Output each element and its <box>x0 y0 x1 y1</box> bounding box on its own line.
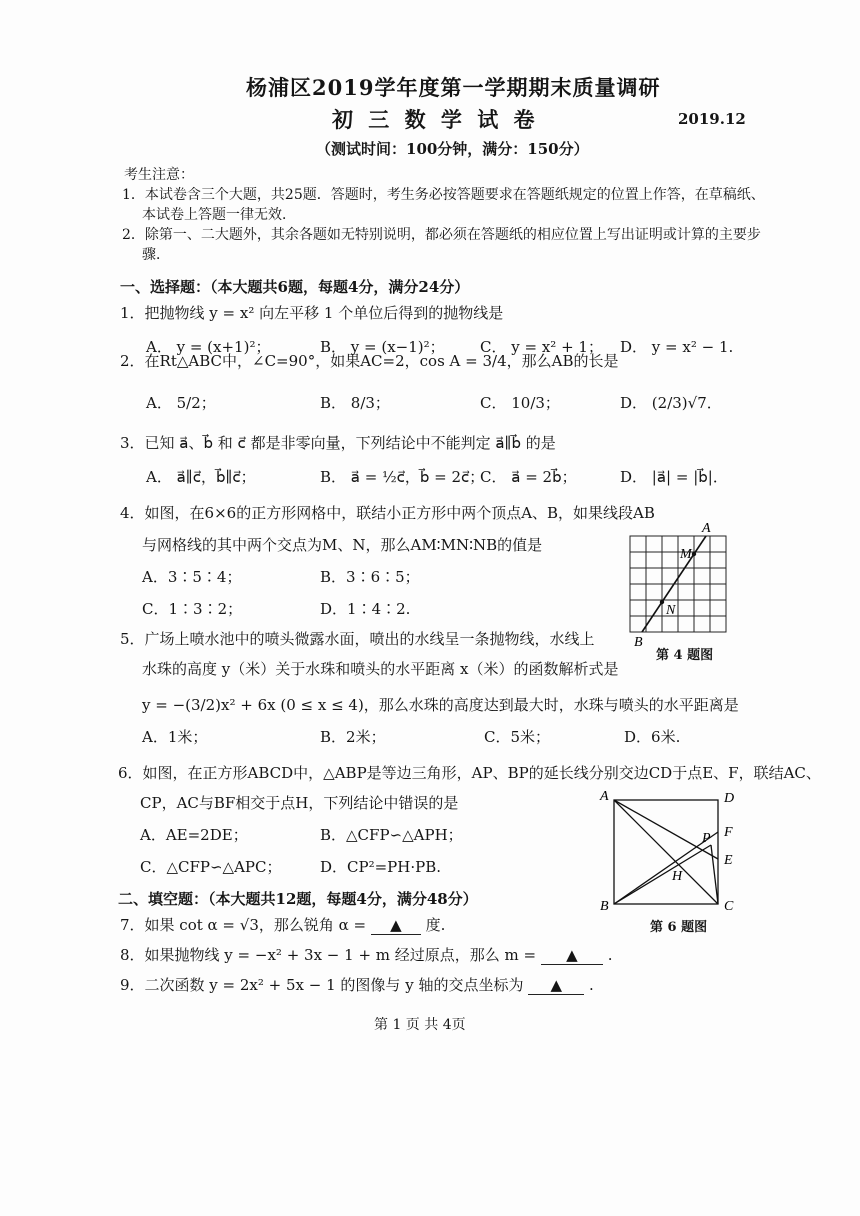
q6-option-a: A．AE=2DE； <box>140 826 248 844</box>
q6-label-c: C <box>724 899 734 914</box>
q6-diagonal-ac <box>614 800 718 904</box>
q8-stem: 8．如果抛物线 y = −x² + 3x − 1 + m 经过原点，那么 m = <box>120 946 537 964</box>
exam-info: （测试时间：100分钟，满分：150分） <box>316 140 589 158</box>
q4-label-n: N <box>666 603 676 618</box>
q6-label-f: F <box>724 825 733 840</box>
q4-stem-cont: 与网格线的其中两个交点为M、N，那么AM∶MN∶NB的值是 <box>142 536 543 554</box>
notice-item-1: 1．本试卷含三个大题，共25题．答题时，考生务必按答题要求在答题纸规定的位置上作答，在草稿纸、 <box>122 187 765 203</box>
q6-label-h: H <box>672 869 683 884</box>
section-2-heading: 二、填空题：（本大题共12题，每题4分，满分48分） <box>118 890 478 908</box>
exam-title: 杨浦区2019学年度第一学期期末质量调研 <box>246 75 661 100</box>
q4-option-b: B．3∶6∶5； <box>320 568 420 586</box>
q6-stem-cont: CP，AC与BF相交于点H，下列结论中错误的是 <box>140 794 459 812</box>
q3-option-a: A． a⃗∥c⃗，b⃗∥c⃗； <box>146 468 256 486</box>
q3-option-b: B． a⃗ = ½c⃗，b⃗ = 2c⃗； <box>320 468 485 486</box>
q4-point-n <box>660 600 664 604</box>
exam-date: 2019.12 <box>678 110 746 128</box>
q1-stem: 1．把抛物线 y = x² 向左平移 1 个单位后得到的抛物线是 <box>120 304 504 322</box>
q5-stem: 5．广场上喷水池中的喷头微露水面，喷出的水线呈一条抛物线，水线上 <box>120 630 595 648</box>
q4-figure-caption: 第 4 题图 <box>656 648 714 663</box>
notice-item-2: 2．除第一、二大题外，其余各题如无特别说明，都必须在答题纸的相应位置上写出证明或计算的主要步 <box>122 227 761 243</box>
q4-label-b: B <box>634 635 643 650</box>
q2-stem: 2．在Rt△ABC中，∠C=90°，如果AC=2，cos A = 3/4，那么AB的长是 <box>120 352 619 370</box>
q7-line <box>120 914 445 935</box>
exam-subtitle: 初 三 数 学 试 卷 <box>332 107 539 132</box>
q6-label-a: A <box>600 789 609 804</box>
q5-stem-cont: 水珠的高度 y（米）关于水珠和喷头的水平距离 x（米）的函数解析式是 <box>142 660 619 678</box>
q9-stem: 9．二次函数 y = 2x² + 5x − 1 的图像与 y 轴的交点坐标为 <box>120 976 524 994</box>
q6-label-p: P <box>702 831 711 846</box>
q1-option-c: C． y = x² + 1； <box>480 338 603 356</box>
q5-option-c: C．5米； <box>484 728 551 746</box>
q4-option-a: A．3∶5∶4； <box>142 568 242 586</box>
q6-option-d: D．CP²=PH·PB. <box>320 858 442 876</box>
q1-option-b: B． y = (x−1)²； <box>320 338 445 356</box>
q5-option-b: B．2米； <box>320 728 386 746</box>
q2-option-c: C． 10/3； <box>480 394 560 412</box>
q6-label-d: D <box>724 791 735 806</box>
q4-label-a: A <box>702 521 711 536</box>
notice-heading: 考生注意： <box>124 167 194 183</box>
q4-stem: 4．如图，在6×6的正方形网格中，联结小正方形中两个顶点A、B，如果线段AB <box>120 504 655 522</box>
q6-line-bp <box>614 845 711 904</box>
q2-option-b: B． 8/3； <box>320 394 390 412</box>
q4-option-d: D．1∶4∶2. <box>320 600 411 618</box>
q1-option-a: A． y = (x+1)²； <box>146 338 271 356</box>
notice-item-1-cont: 本试卷上答题一律无效． <box>142 207 296 223</box>
q6-stem: 6．如图，在正方形ABCD中，△ABP是等边三角形，AP、BP的延长线分别交边CD于点E、F，联结AC、 <box>118 764 821 782</box>
q3-option-c: C． a⃗ = 2b⃗； <box>480 468 577 486</box>
q7-stem: 7．如果 cot α = √3，那么锐角 α = <box>120 916 367 934</box>
q4-label-m: M <box>680 547 692 562</box>
page-number: 第 1 页 共 4页 <box>374 1017 466 1033</box>
q8-line <box>120 944 612 965</box>
q9-end: . <box>589 976 594 994</box>
q4-grid-lines <box>630 536 726 632</box>
q5-option-d: D．6米. <box>624 728 681 746</box>
q9-answer-blank: ▲ <box>528 976 584 995</box>
q6-square-figure <box>596 784 746 914</box>
section-1-heading: 一、选择题：（本大题共6题，每题4分，满分24分） <box>120 278 470 296</box>
q6-label-b: B <box>600 899 609 914</box>
q6-line-cp <box>711 845 718 904</box>
q7-unit: 度. <box>425 916 446 934</box>
q7-answer-blank: ▲ <box>371 916 421 935</box>
q8-end: . <box>607 946 613 964</box>
q3-option-d: D． |a⃗| = |b⃗|． <box>620 468 728 486</box>
q5-option-a: A．1米； <box>142 728 208 746</box>
q6-option-b: B．△CFP∽△APH； <box>320 826 463 844</box>
q9-line <box>120 974 594 995</box>
notice-item-2-cont: 骤． <box>142 247 170 263</box>
q3-stem: 3．已知 a⃗、b⃗ 和 c⃗ 都是非零向量，下列结论中不能判定 a⃗∥b⃗ 的是 <box>120 434 556 452</box>
q8-answer-blank: ▲ <box>541 946 603 965</box>
q6-label-e: E <box>724 853 733 868</box>
q6-figure-caption: 第 6 题图 <box>650 920 708 935</box>
q4-point-m <box>692 552 696 556</box>
q5-formula: y = −(3/2)x² + 6x (0 ≤ x ≤ 4)，那么水珠的高度达到最大时，水珠与喷头的水平距离是 <box>142 696 739 714</box>
q1-option-d: D． y = x² − 1. <box>620 338 734 356</box>
q4-option-c: C．1∶3∶2； <box>142 600 243 618</box>
q2-option-a: A． 5/2； <box>146 394 216 412</box>
q6-option-c: C．△CFP∽△APC； <box>140 858 282 876</box>
q2-option-d: D． (2/3)√7． <box>620 394 722 412</box>
